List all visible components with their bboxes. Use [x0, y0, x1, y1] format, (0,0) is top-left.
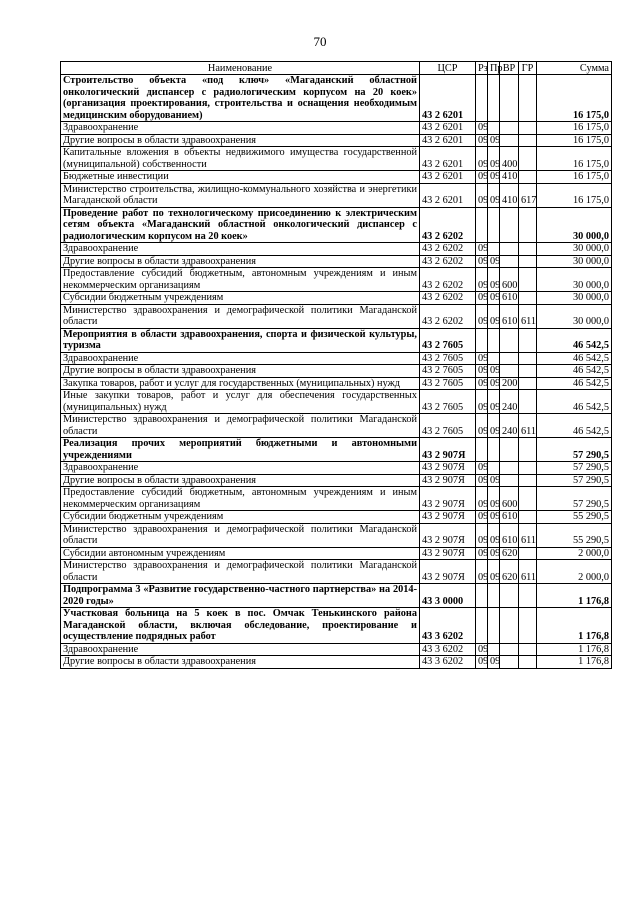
cell-vr [500, 584, 519, 608]
cell-csr: 43 2 7605 [420, 365, 476, 378]
table-row [61, 292, 612, 305]
cell-csr: 43 2 6201 [420, 147, 476, 171]
table-row [61, 390, 612, 414]
cell-vr [500, 243, 519, 256]
cell-rz: 09 [476, 243, 488, 256]
cell-name: Участковая больница на 5 коек в пос. Омчак Тенькинского района Магаданской области, включая обследование, проектирование и осуществление подрядных работ [61, 608, 420, 644]
cell-vr [500, 207, 519, 243]
cell-rz: 09 [476, 523, 488, 547]
table-row [61, 365, 612, 378]
cell-pr [488, 328, 500, 352]
cell-vr: 410 [500, 171, 519, 184]
cell-name: Другие вопросы в области здравоохранения [61, 474, 420, 487]
cell-rz: 09 [476, 390, 488, 414]
cell-name: Проведение работ по технологическому присоединению к электрическим сетям объекта «Магаданский областной онкологический диспансер с радиологическим корпусом на 20 коек» [61, 207, 420, 243]
cell-pr: 09 [488, 474, 500, 487]
cell-name: Подпрограмма 3 «Развитие государственно-частного партнерства» на 2014-2020 годы» [61, 584, 420, 608]
cell-pr: 09 [488, 656, 500, 669]
cell-pr [488, 75, 500, 122]
cell-rz: 09 [476, 462, 488, 475]
cell-csr: 43 3 6202 [420, 643, 476, 656]
cell-csr: 43 2 907Я [420, 474, 476, 487]
cell-rz [476, 438, 488, 462]
cell-sum: 30 000,0 [537, 268, 612, 292]
cell-name: Здравоохранение [61, 352, 420, 365]
cell-csr: 43 2 6201 [420, 183, 476, 207]
cell-sum: 46 542,5 [537, 328, 612, 352]
cell-pr: 09 [488, 377, 500, 390]
cell-sum: 46 542,5 [537, 352, 612, 365]
table-row [61, 147, 612, 171]
cell-csr: 43 2 6202 [420, 243, 476, 256]
cell-pr: 09 [488, 255, 500, 268]
header-rz: Рз [476, 62, 488, 75]
cell-sum: 16 175,0 [537, 183, 612, 207]
cell-csr: 43 2 6201 [420, 75, 476, 122]
table-row [61, 134, 612, 147]
cell-gr [519, 584, 537, 608]
cell-gr [519, 255, 537, 268]
cell-csr: 43 2 6202 [420, 207, 476, 243]
cell-gr [519, 511, 537, 524]
cell-name: Реализация прочих мероприятий бюджетными и автономными учреждениями [61, 438, 420, 462]
cell-name: Мероприятия в области здравоохранения, спорта и физической культуры, туризма [61, 328, 420, 352]
cell-name: Здравоохранение [61, 643, 420, 656]
table-row [61, 547, 612, 560]
cell-vr: 610 [500, 292, 519, 305]
cell-csr: 43 2 6201 [420, 122, 476, 135]
cell-gr: 611 [519, 523, 537, 547]
table-row [61, 438, 612, 462]
cell-vr: 610 [500, 304, 519, 328]
cell-name: Предоставление субсидий бюджетным, автономным учреждениям и иным некоммерческим организациям [61, 268, 420, 292]
cell-rz [476, 328, 488, 352]
cell-pr [488, 352, 500, 365]
cell-csr: 43 3 6202 [420, 656, 476, 669]
cell-vr [500, 75, 519, 122]
header-csr: ЦСР [420, 62, 476, 75]
cell-rz: 09 [476, 414, 488, 438]
cell-vr: 620 [500, 547, 519, 560]
cell-name: Министерство здравоохранения и демографической политики Магаданской области [61, 304, 420, 328]
cell-sum: 16 175,0 [537, 134, 612, 147]
cell-gr [519, 547, 537, 560]
cell-rz: 09 [476, 487, 488, 511]
cell-pr: 09 [488, 523, 500, 547]
cell-gr [519, 352, 537, 365]
table-row [61, 75, 612, 122]
cell-csr: 43 2 7605 [420, 414, 476, 438]
table-row [61, 523, 612, 547]
cell-rz: 09 [476, 147, 488, 171]
cell-csr: 43 2 6201 [420, 171, 476, 184]
table-row [61, 414, 612, 438]
cell-gr [519, 377, 537, 390]
table-row [61, 183, 612, 207]
cell-csr: 43 2 7605 [420, 377, 476, 390]
header-pr: Пр [488, 62, 500, 75]
cell-pr: 09 [488, 304, 500, 328]
cell-gr [519, 122, 537, 135]
cell-csr: 43 2 907Я [420, 462, 476, 475]
cell-gr [519, 474, 537, 487]
cell-sum: 1 176,8 [537, 643, 612, 656]
cell-rz: 09 [476, 656, 488, 669]
cell-name: Капитальные вложения в объекты недвижимого имущества государственной (муниципальной) собственности [61, 147, 420, 171]
cell-pr: 09 [488, 268, 500, 292]
table-row [61, 643, 612, 656]
cell-csr: 43 2 7605 [420, 328, 476, 352]
cell-name: Здравоохранение [61, 462, 420, 475]
cell-vr: 610 [500, 511, 519, 524]
cell-vr: 410 [500, 183, 519, 207]
cell-vr: 400 [500, 147, 519, 171]
cell-gr [519, 365, 537, 378]
cell-csr: 43 2 907Я [420, 511, 476, 524]
cell-sum: 46 542,5 [537, 414, 612, 438]
table-row [61, 268, 612, 292]
table-row [61, 328, 612, 352]
cell-pr [488, 608, 500, 644]
cell-csr: 43 3 6202 [420, 608, 476, 644]
cell-gr [519, 438, 537, 462]
cell-vr [500, 365, 519, 378]
cell-pr [488, 643, 500, 656]
cell-pr [488, 243, 500, 256]
cell-gr [519, 643, 537, 656]
cell-rz [476, 75, 488, 122]
cell-csr: 43 2 907Я [420, 560, 476, 584]
cell-name: Бюджетные инвестиции [61, 171, 420, 184]
cell-name: Субсидии автономным учреждениям [61, 547, 420, 560]
cell-gr [519, 268, 537, 292]
cell-sum: 46 542,5 [537, 390, 612, 414]
table-row [61, 377, 612, 390]
cell-vr [500, 608, 519, 644]
cell-rz [476, 207, 488, 243]
cell-pr: 09 [488, 511, 500, 524]
cell-rz: 09 [476, 365, 488, 378]
cell-pr: 09 [488, 171, 500, 184]
cell-pr: 09 [488, 147, 500, 171]
cell-vr [500, 122, 519, 135]
cell-name: Строительство объекта «под ключ» «Магаданский областной онкологический диспансер с радиологическим корпусом на 20 коек» (организация проектирования, строительства и оснащения необходимым медицинским оборудованием) [61, 75, 420, 122]
table-row [61, 243, 612, 256]
cell-vr [500, 474, 519, 487]
cell-gr [519, 171, 537, 184]
cell-rz: 09 [476, 268, 488, 292]
cell-sum: 2 000,0 [537, 547, 612, 560]
cell-gr: 611 [519, 304, 537, 328]
cell-gr [519, 147, 537, 171]
cell-vr: 200 [500, 377, 519, 390]
cell-rz: 09 [476, 643, 488, 656]
table-body [61, 75, 612, 669]
header-vr: ВР [500, 62, 519, 75]
cell-pr [488, 584, 500, 608]
cell-rz: 09 [476, 122, 488, 135]
table-row [61, 352, 612, 365]
table-row [61, 487, 612, 511]
cell-sum: 55 290,5 [537, 523, 612, 547]
cell-rz: 09 [476, 474, 488, 487]
header-sum: Сумма [537, 62, 612, 75]
cell-csr: 43 2 907Я [420, 523, 476, 547]
budget-table [60, 61, 612, 669]
cell-sum: 16 175,0 [537, 122, 612, 135]
cell-name: Министерство здравоохранения и демографической политики Магаданской области [61, 560, 420, 584]
cell-sum: 1 176,8 [537, 656, 612, 669]
cell-vr [500, 255, 519, 268]
cell-name: Другие вопросы в области здравоохранения [61, 255, 420, 268]
table-row [61, 171, 612, 184]
cell-gr [519, 75, 537, 122]
cell-name: Министерство здравоохранения и демографической политики Магаданской области [61, 414, 420, 438]
cell-rz [476, 584, 488, 608]
cell-csr: 43 2 907Я [420, 438, 476, 462]
cell-gr: 611 [519, 414, 537, 438]
cell-name: Субсидии бюджетным учреждениям [61, 292, 420, 305]
table-row [61, 122, 612, 135]
cell-pr: 09 [488, 365, 500, 378]
cell-sum: 46 542,5 [537, 365, 612, 378]
table-row [61, 304, 612, 328]
cell-sum: 57 290,5 [537, 474, 612, 487]
cell-rz: 09 [476, 377, 488, 390]
cell-vr: 600 [500, 487, 519, 511]
cell-rz: 09 [476, 171, 488, 184]
cell-rz: 09 [476, 352, 488, 365]
cell-sum: 46 542,5 [537, 377, 612, 390]
cell-csr: 43 2 7605 [420, 352, 476, 365]
cell-rz: 09 [476, 304, 488, 328]
cell-vr [500, 438, 519, 462]
cell-gr [519, 608, 537, 644]
cell-pr: 09 [488, 547, 500, 560]
cell-sum: 2 000,0 [537, 560, 612, 584]
cell-pr: 09 [488, 390, 500, 414]
cell-vr [500, 352, 519, 365]
cell-sum: 30 000,0 [537, 304, 612, 328]
cell-pr [488, 207, 500, 243]
cell-name: Субсидии бюджетным учреждениям [61, 511, 420, 524]
cell-vr: 600 [500, 268, 519, 292]
cell-rz: 09 [476, 511, 488, 524]
cell-gr [519, 243, 537, 256]
cell-vr: 610 [500, 523, 519, 547]
cell-sum: 30 000,0 [537, 207, 612, 243]
table-row [61, 255, 612, 268]
table-row [61, 560, 612, 584]
cell-name: Другие вопросы в области здравоохранения [61, 656, 420, 669]
cell-csr: 43 2 907Я [420, 487, 476, 511]
cell-csr: 43 2 6201 [420, 134, 476, 147]
cell-sum: 57 290,5 [537, 487, 612, 511]
cell-pr: 09 [488, 183, 500, 207]
cell-pr [488, 122, 500, 135]
cell-vr: 240 [500, 414, 519, 438]
cell-sum: 57 290,5 [537, 462, 612, 475]
cell-csr: 43 2 6202 [420, 255, 476, 268]
cell-gr [519, 462, 537, 475]
table-row [61, 608, 612, 644]
cell-gr: 611 [519, 560, 537, 584]
table-header-row [61, 62, 612, 75]
cell-vr: 620 [500, 560, 519, 584]
cell-pr: 09 [488, 134, 500, 147]
header-name: Наименование [61, 62, 420, 75]
cell-rz: 09 [476, 255, 488, 268]
cell-sum: 57 290,5 [537, 438, 612, 462]
cell-sum: 1 176,8 [537, 584, 612, 608]
table-row [61, 511, 612, 524]
cell-pr [488, 438, 500, 462]
cell-name: Министерство строительства, жилищно-коммунального хозяйства и энергетики Магаданской области [61, 183, 420, 207]
cell-gr [519, 292, 537, 305]
cell-pr: 09 [488, 414, 500, 438]
cell-name: Здравоохранение [61, 122, 420, 135]
cell-sum: 16 175,0 [537, 147, 612, 171]
table-row [61, 656, 612, 669]
cell-rz: 09 [476, 560, 488, 584]
cell-vr [500, 656, 519, 669]
table-row [61, 474, 612, 487]
cell-sum: 1 176,8 [537, 608, 612, 644]
cell-pr: 09 [488, 292, 500, 305]
cell-pr [488, 462, 500, 475]
cell-pr: 09 [488, 487, 500, 511]
cell-sum: 55 290,5 [537, 511, 612, 524]
cell-csr: 43 2 907Я [420, 547, 476, 560]
cell-gr: 617 [519, 183, 537, 207]
cell-vr [500, 134, 519, 147]
cell-gr [519, 134, 537, 147]
cell-name: Другие вопросы в области здравоохранения [61, 365, 420, 378]
cell-name: Другие вопросы в области здравоохранения [61, 134, 420, 147]
cell-rz: 09 [476, 183, 488, 207]
cell-name: Закупка товаров, работ и услуг для государственных (муниципальных) нужд [61, 377, 420, 390]
cell-csr: 43 2 7605 [420, 390, 476, 414]
page-number: 70 [313, 34, 327, 49]
cell-vr: 240 [500, 390, 519, 414]
cell-sum: 16 175,0 [537, 75, 612, 122]
cell-pr: 09 [488, 560, 500, 584]
cell-gr [519, 656, 537, 669]
cell-csr: 43 2 6202 [420, 268, 476, 292]
cell-name: Предоставление субсидий бюджетным, автономным учреждениям и иным некоммерческим организациям [61, 487, 420, 511]
table-row [61, 584, 612, 608]
cell-csr: 43 2 6202 [420, 304, 476, 328]
cell-vr [500, 643, 519, 656]
cell-sum: 30 000,0 [537, 292, 612, 305]
cell-gr [519, 487, 537, 511]
cell-rz: 09 [476, 547, 488, 560]
cell-gr [519, 390, 537, 414]
cell-sum: 30 000,0 [537, 255, 612, 268]
cell-csr: 43 3 0000 [420, 584, 476, 608]
header-gr: ГР [519, 62, 537, 75]
cell-sum: 16 175,0 [537, 171, 612, 184]
cell-name: Здравоохранение [61, 243, 420, 256]
cell-rz: 09 [476, 134, 488, 147]
cell-rz [476, 608, 488, 644]
table-row [61, 207, 612, 243]
table-row [61, 462, 612, 475]
cell-gr [519, 207, 537, 243]
cell-name: Министерство здравоохранения и демографической политики Магаданской области [61, 523, 420, 547]
cell-gr [519, 328, 537, 352]
cell-vr [500, 328, 519, 352]
cell-vr [500, 462, 519, 475]
cell-rz: 09 [476, 292, 488, 305]
cell-csr: 43 2 6202 [420, 292, 476, 305]
cell-name: Иные закупки товаров, работ и услуг для обеспечения государственных (муниципальных) нужд [61, 390, 420, 414]
cell-sum: 30 000,0 [537, 243, 612, 256]
